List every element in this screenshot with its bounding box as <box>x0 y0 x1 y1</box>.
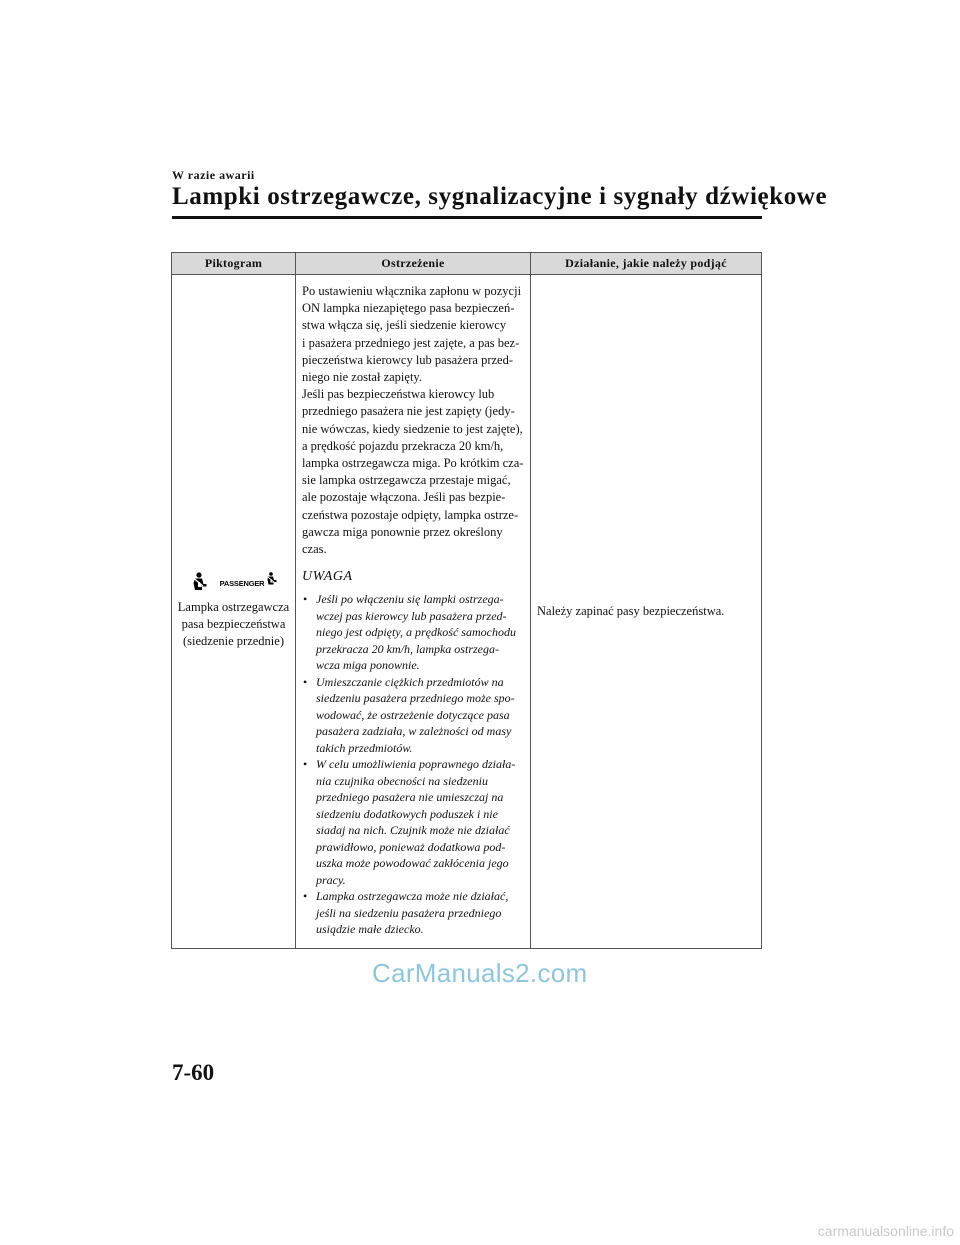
list-item <box>302 674 526 757</box>
section-label: W razie awarii <box>172 168 255 182</box>
heading-divider <box>172 216 762 219</box>
list-item <box>302 888 526 938</box>
note-text: Jeśli po włączeniu się lampki ostrzega- wczej pas kierowcy lub pasażera przed- niego jest odpięty, a prędkość samochodu przekracza 20 km/h, lampka ostrzega- wcza miga ponownie. <box>316 592 516 673</box>
action-cell <box>531 275 762 949</box>
warning-description: Po ustawieniu włącznika zapłonu w pozycji ON lampka niezapiętego pasa bezpieczeń- stwa włącza się, jeśli siedzenie kierowcy i pasażera przedniego jest zajęte, a pas bez- pieczeństwa kierowcy lub pasażera przed- niego nie został zapięty. Jeśli pas bezpieczeństwa kierowcy lub przedniego pasażera nie jest zapięty (jedy- nie wówczas, kiedy siedzenie to jest zajęte), a prędkość pojazdu przekracza 20 km/h, lampka ostrzegawcza miga. Po krótkim cza- sie lampka ostrzegawcza przestaje migać, ale pozostaje włączona. Jeśli pas bezpie- czeństwa pozostaje odpięty, lampka ostrze- gawcza miga ponownie przez określony czas. <box>302 284 524 557</box>
note-list <box>302 591 526 938</box>
list-item <box>302 756 526 888</box>
pictogram-label: Lampka ostrzegawcza pasa bezpieczeństwa (siedzenie przednie) <box>177 600 290 649</box>
seat-belt-person-icon <box>190 572 208 591</box>
footer-site-watermark: carmanualsonline.info <box>817 1223 954 1239</box>
passenger-seat-belt-icon <box>220 572 278 592</box>
list-item <box>302 591 526 674</box>
note-title: UWAGA <box>302 569 353 585</box>
pictogram-cell <box>172 275 296 949</box>
table-header-row <box>172 253 762 275</box>
watermark: CarManuals2.com <box>372 958 588 988</box>
bullet-icon: • <box>303 592 308 607</box>
passenger-icon-text: PASSENGER <box>219 579 265 589</box>
note-text: Umieszczanie ciężkich przedmiotów na siedzeniu pasażera przedniego może spo- wodować, że ostrzeżenie dotyczące pasa pasażera zadziała, w zależności od masy takich przedmiotów. <box>316 674 515 755</box>
note-text: Lampka ostrzegawcza może nie działać, jeśli na siedzeniu pasażera przedniego usiądzie małe dziecko. <box>316 889 509 937</box>
action-text: Należy zapinać pasy bezpieczeństwa. <box>537 603 725 618</box>
warning-cell <box>296 275 531 949</box>
page-number: 7-60 <box>172 1060 215 1085</box>
column-header-ostrzezenie: Ostrzeżenie <box>296 253 531 275</box>
page-title: Lampki ostrzegawcze, sygnalizacyjne i sygnały dźwiękowe <box>172 183 828 210</box>
seat-belt-warning-icon <box>172 572 295 592</box>
column-header-dzialanie: Działanie, jakie należy podjąć <box>531 253 762 275</box>
warning-lights-table <box>171 252 762 949</box>
note-text: W celu umożliwienia poprawnego działa- nia czujnika obecności na siedzeniu przedniego pasażera nie umieszczaj na siedzeniu dodatkowych poduszek i nie siadaj na nich. Czujnik może nie działać prawidłowo, ponieważ dodatkowa pod- uszka może powodować zakłócenia jego pracy. <box>316 757 516 887</box>
small-person-icon <box>265 572 277 585</box>
bullet-icon: • <box>303 889 308 904</box>
table-row <box>172 275 762 949</box>
bullet-icon: • <box>303 757 308 772</box>
column-header-piktogram: Piktogram <box>172 253 296 275</box>
bullet-icon: • <box>303 674 308 689</box>
